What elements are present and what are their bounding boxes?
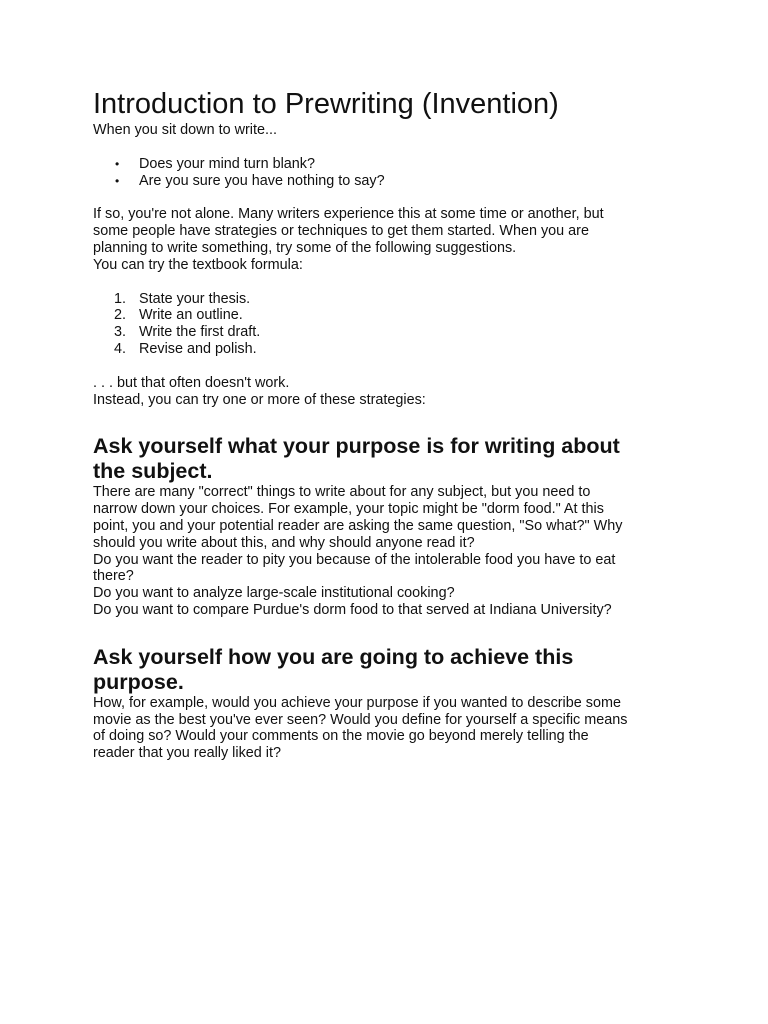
step-number: 1. (114, 290, 127, 307)
question-list (93, 156, 683, 190)
paragraph-strategies (93, 375, 683, 409)
paragraph-line: narrow down your choices. For example, your topic might be "dorm food." At this (93, 501, 604, 518)
section-heading-purpose (93, 434, 683, 484)
paragraph-line: Do you want the reader to pity you because of the intolerable food you have to eat (93, 551, 616, 568)
paragraph-line: Do you want to analyze large-scale institutional cooking? (93, 585, 455, 602)
step-number: 2. (114, 307, 127, 324)
list-item (93, 324, 683, 341)
list-item (93, 173, 683, 190)
step-number: 3. (114, 324, 127, 341)
bullet-icon: • (115, 173, 120, 188)
list-item (93, 156, 683, 173)
document-title: Introduction to Prewriting (Invention) (93, 88, 559, 120)
list-item-text: Does your mind turn blank? (139, 155, 315, 172)
section-body-purpose (93, 484, 683, 618)
heading-line: Ask yourself how you are going to achieve this (93, 644, 574, 669)
step-text: Write the first draft. (139, 324, 261, 341)
heading-line: the subject. (93, 459, 213, 484)
paragraph-line: planning to write something, try some of the following suggestions. (93, 239, 517, 256)
heading-line: Ask yourself what your purpose is for writing about (93, 434, 620, 459)
paragraph-line: reader that you really liked it? (93, 745, 281, 762)
section-body-achieve (93, 695, 683, 762)
paragraph-line: If so, you're not alone. Many writers experience this at some time or another, but (93, 206, 604, 223)
textbook-formula-list (93, 291, 683, 358)
paragraph-line: movie as the best you've ever seen? Would you define for yourself a specific means (93, 711, 628, 728)
bullet-icon: • (115, 156, 120, 171)
paragraph-line: You can try the textbook formula: (93, 256, 303, 273)
paragraph-line: should you write about this, and why should anyone read it? (93, 534, 475, 551)
list-item (93, 341, 683, 358)
paragraph-line: Do you want to compare Purdue's dorm food to that served at Indiana University? (93, 601, 612, 618)
intro-text: When you sit down to write... (93, 122, 277, 138)
paragraph-line: There are many "correct" things to write about for any subject, but you need to (93, 484, 591, 501)
paragraph-line: . . . but that often doesn't work. (93, 374, 290, 391)
paragraph-line: of doing so? Would your comments on the movie go beyond merely telling the (93, 728, 589, 745)
document-page (93, 86, 683, 762)
step-text: Write an outline. (139, 307, 243, 324)
step-text: Revise and polish. (139, 340, 257, 357)
section-heading-achieve (93, 645, 683, 695)
paragraph-line: Instead, you can try one or more of these strategies: (93, 391, 426, 408)
list-item-text: Are you sure you have nothing to say? (139, 172, 385, 189)
paragraph-line: How, for example, would you achieve your purpose if you wanted to describe some (93, 694, 621, 711)
paragraph-not-alone (93, 206, 683, 273)
paragraph-line: there? (93, 568, 134, 585)
paragraph-line: some people have strategies or techniques to get them started. When you are (93, 223, 589, 240)
step-number: 4. (114, 340, 127, 357)
list-item (93, 307, 683, 324)
step-text: State your thesis. (139, 290, 251, 307)
heading-line: purpose. (93, 669, 184, 694)
paragraph-line: point, you and your potential reader are asking the same question, "So what?" Why (93, 517, 623, 534)
list-item (93, 291, 683, 308)
